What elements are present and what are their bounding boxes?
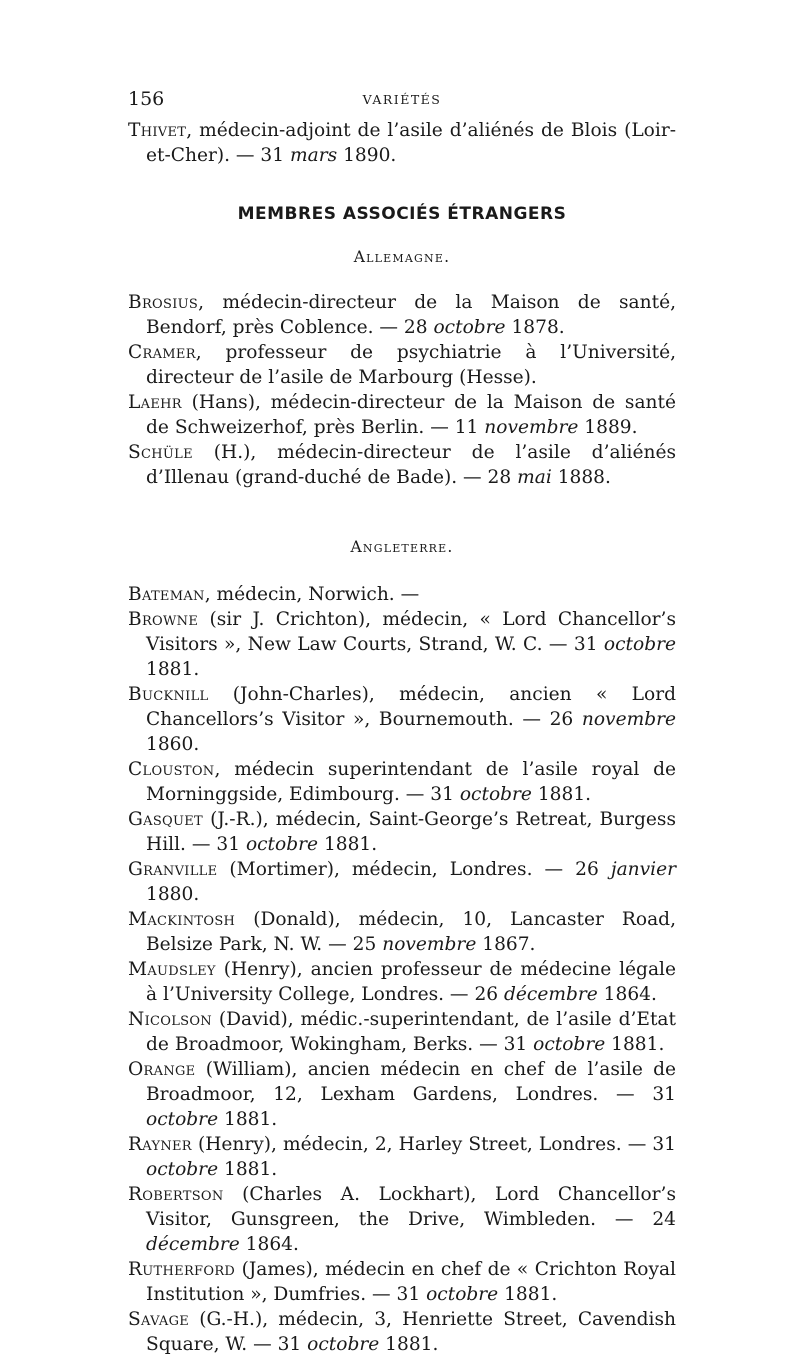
member-date-month: octobre (533, 1034, 606, 1055)
running-head (128, 88, 676, 118)
member-date-year: 1888. (551, 467, 611, 488)
member-name: Bateman (128, 584, 205, 605)
member-name: Browne (128, 609, 199, 630)
member-date-month: octobre (146, 1109, 219, 1130)
member-entry (128, 607, 676, 682)
member-date-month: mai (517, 467, 552, 488)
country-title: Angleterre. (350, 538, 454, 556)
member-entry (128, 757, 676, 807)
section-title: MEMBRES ASSOCIÉS ÉTRANGERS (237, 204, 567, 224)
member-name: Laehr (128, 392, 182, 413)
member-name: Rayner (128, 1134, 192, 1155)
member-name: Brosius (128, 292, 199, 313)
member-date-month: novembre (382, 934, 477, 955)
member-entry (128, 1257, 676, 1307)
member-date-month: décembre (504, 984, 598, 1005)
member-date-month: mars (290, 145, 338, 166)
member-date-month: octobre (433, 317, 506, 338)
member-name: Savage (128, 1309, 190, 1330)
member-date-month: octobre (603, 634, 676, 655)
member-name: Cramer (128, 342, 196, 363)
member-date-month: octobre (459, 784, 532, 805)
member-date-year: 1864. (239, 1234, 299, 1255)
member-date-year: 1881. (531, 784, 592, 805)
member-entry (128, 1057, 676, 1132)
member-details: (H.), médecin-directeur de l’asile d’aliénés d’Illenau (grand-duché de Bade). — 28 (146, 442, 676, 488)
member-name: Maudsley (128, 959, 216, 980)
member-name: Robertson (128, 1184, 224, 1205)
member-details: (Charles A. Lockhart), Lord Chancellor’s Visitor, Gunsgreen, the Drive, Wimbleden. — 24 (146, 1184, 676, 1230)
country-title: Allemagne. (353, 248, 451, 266)
member-entry (128, 118, 676, 168)
page (128, 88, 676, 1357)
member-details: , médecin, Norwich. — (204, 584, 420, 605)
member-date-month: octobre (307, 1334, 380, 1355)
member-date-month: novembre (484, 417, 579, 438)
member-date-year: 1881. (146, 659, 200, 680)
member-name: Nicolson (128, 1009, 212, 1030)
member-details: (Hans), médecin-directeur de la Maison de santé de Schweizerhof, près Berlin. — 11 (146, 392, 676, 438)
member-details: (sir J. Crichton), médecin, « Lord Chancellor’s Visitors », New Law Courts, Strand, W. C. — 31 (146, 609, 676, 655)
member-name: Schüle (128, 442, 193, 463)
member-date-month: octobre (146, 1159, 219, 1180)
member-entry (128, 582, 676, 607)
member-date-year: 1881. (218, 1159, 278, 1180)
member-details: , médecin superintendant de l’asile royal de Morninggside, Edimbourg. — 31 (146, 759, 676, 805)
member-name: Mackintosh (128, 909, 236, 930)
member-date-month: octobre (426, 1284, 499, 1305)
member-details: (Henry), médecin, 2, Harley Street, Londres. — 31 (191, 1134, 676, 1155)
member-date-year: 1890. (337, 145, 397, 166)
member-details: , médecin-adjoint de l’asile d’aliénés de Blois (Loir-et-Cher). — 31 (146, 120, 676, 166)
member-entry (128, 440, 676, 490)
member-entry (128, 682, 676, 757)
member-date-year: 1889. (578, 417, 638, 438)
member-entry (128, 1007, 676, 1057)
member-entry (128, 1307, 676, 1357)
member-entry (128, 390, 676, 440)
member-date-year: 1881. (498, 1284, 558, 1305)
member-date-year: 1867. (476, 934, 536, 955)
member-date-month: décembre (146, 1234, 240, 1255)
member-details: (Henry), ancien professeur de médecine légale à l’University College, Londres. — 26 (146, 959, 676, 1005)
member-details: (David), médic.-superintendant, de l’asile d’Etat de Broadmoor, Wokingham, Berks. — 31 (146, 1009, 676, 1055)
member-entry (128, 290, 676, 340)
member-name: Bucknill (128, 684, 209, 705)
member-date-month: janvier (610, 859, 676, 880)
member-entry (128, 857, 676, 907)
member-entry (128, 957, 676, 1007)
member-name: Orange (128, 1059, 196, 1080)
member-date-year: 1878. (505, 317, 565, 338)
member-details: , professeur de psychiatrie à l’Université, directeur de l’asile de Marbourg (Hesse). (146, 342, 676, 388)
member-date-year: 1880. (146, 884, 200, 905)
member-details: (J.-R.), médecin, Saint-George’s Retreat, Burgess Hill. — 31 (146, 809, 676, 855)
member-date-year: 1860. (146, 734, 200, 755)
member-details: (John-Charles), médecin, ancien « Lord Chancellors’s Visitor », Bournemouth. — 26 (146, 684, 676, 730)
member-name: Thivet (128, 120, 187, 141)
member-details: (William), ancien médecin en chef de l’asile de Broadmoor, 12, Lexham Gardens, Londres. — 31 (146, 1059, 676, 1105)
member-details: (G.-H.), médecin, 3, Henriette Street, Cavendish Square, W. — 31 (146, 1309, 676, 1355)
member-entry (128, 807, 676, 857)
member-date-year: 1864. (597, 984, 657, 1005)
member-date-year: 1881. (605, 1034, 665, 1055)
member-date-year: 1881. (318, 834, 378, 855)
member-entry (128, 1182, 676, 1257)
member-name: Granville (128, 859, 218, 880)
member-entry (128, 340, 676, 390)
member-date-month: novembre (581, 709, 676, 730)
member-name: Rutherford (128, 1259, 236, 1280)
member-entry (128, 907, 676, 957)
member-name: Gasquet (128, 809, 204, 830)
page-number: 156 (128, 88, 165, 110)
member-details: (Mortimer), médecin, Londres. — 26 (217, 859, 611, 880)
member-details: , médecin-directeur de la Maison de santé, Bendorf, près Coblence. — 28 (146, 292, 676, 338)
member-name: Clouston (128, 759, 215, 780)
member-date-year: 1881. (379, 1334, 439, 1355)
member-entry (128, 1132, 676, 1182)
member-details: (Donald), médecin, 10, Lancaster Road, Belsize Park, N. W. — 25 (146, 909, 676, 955)
member-date-year: 1881. (218, 1109, 278, 1130)
running-title: VARIÉTÉS (362, 92, 442, 107)
member-date-month: octobre (245, 834, 319, 855)
member-details: (James), médecin en chef de « Crichton Royal Institution », Dumfries. — 31 (146, 1259, 676, 1305)
